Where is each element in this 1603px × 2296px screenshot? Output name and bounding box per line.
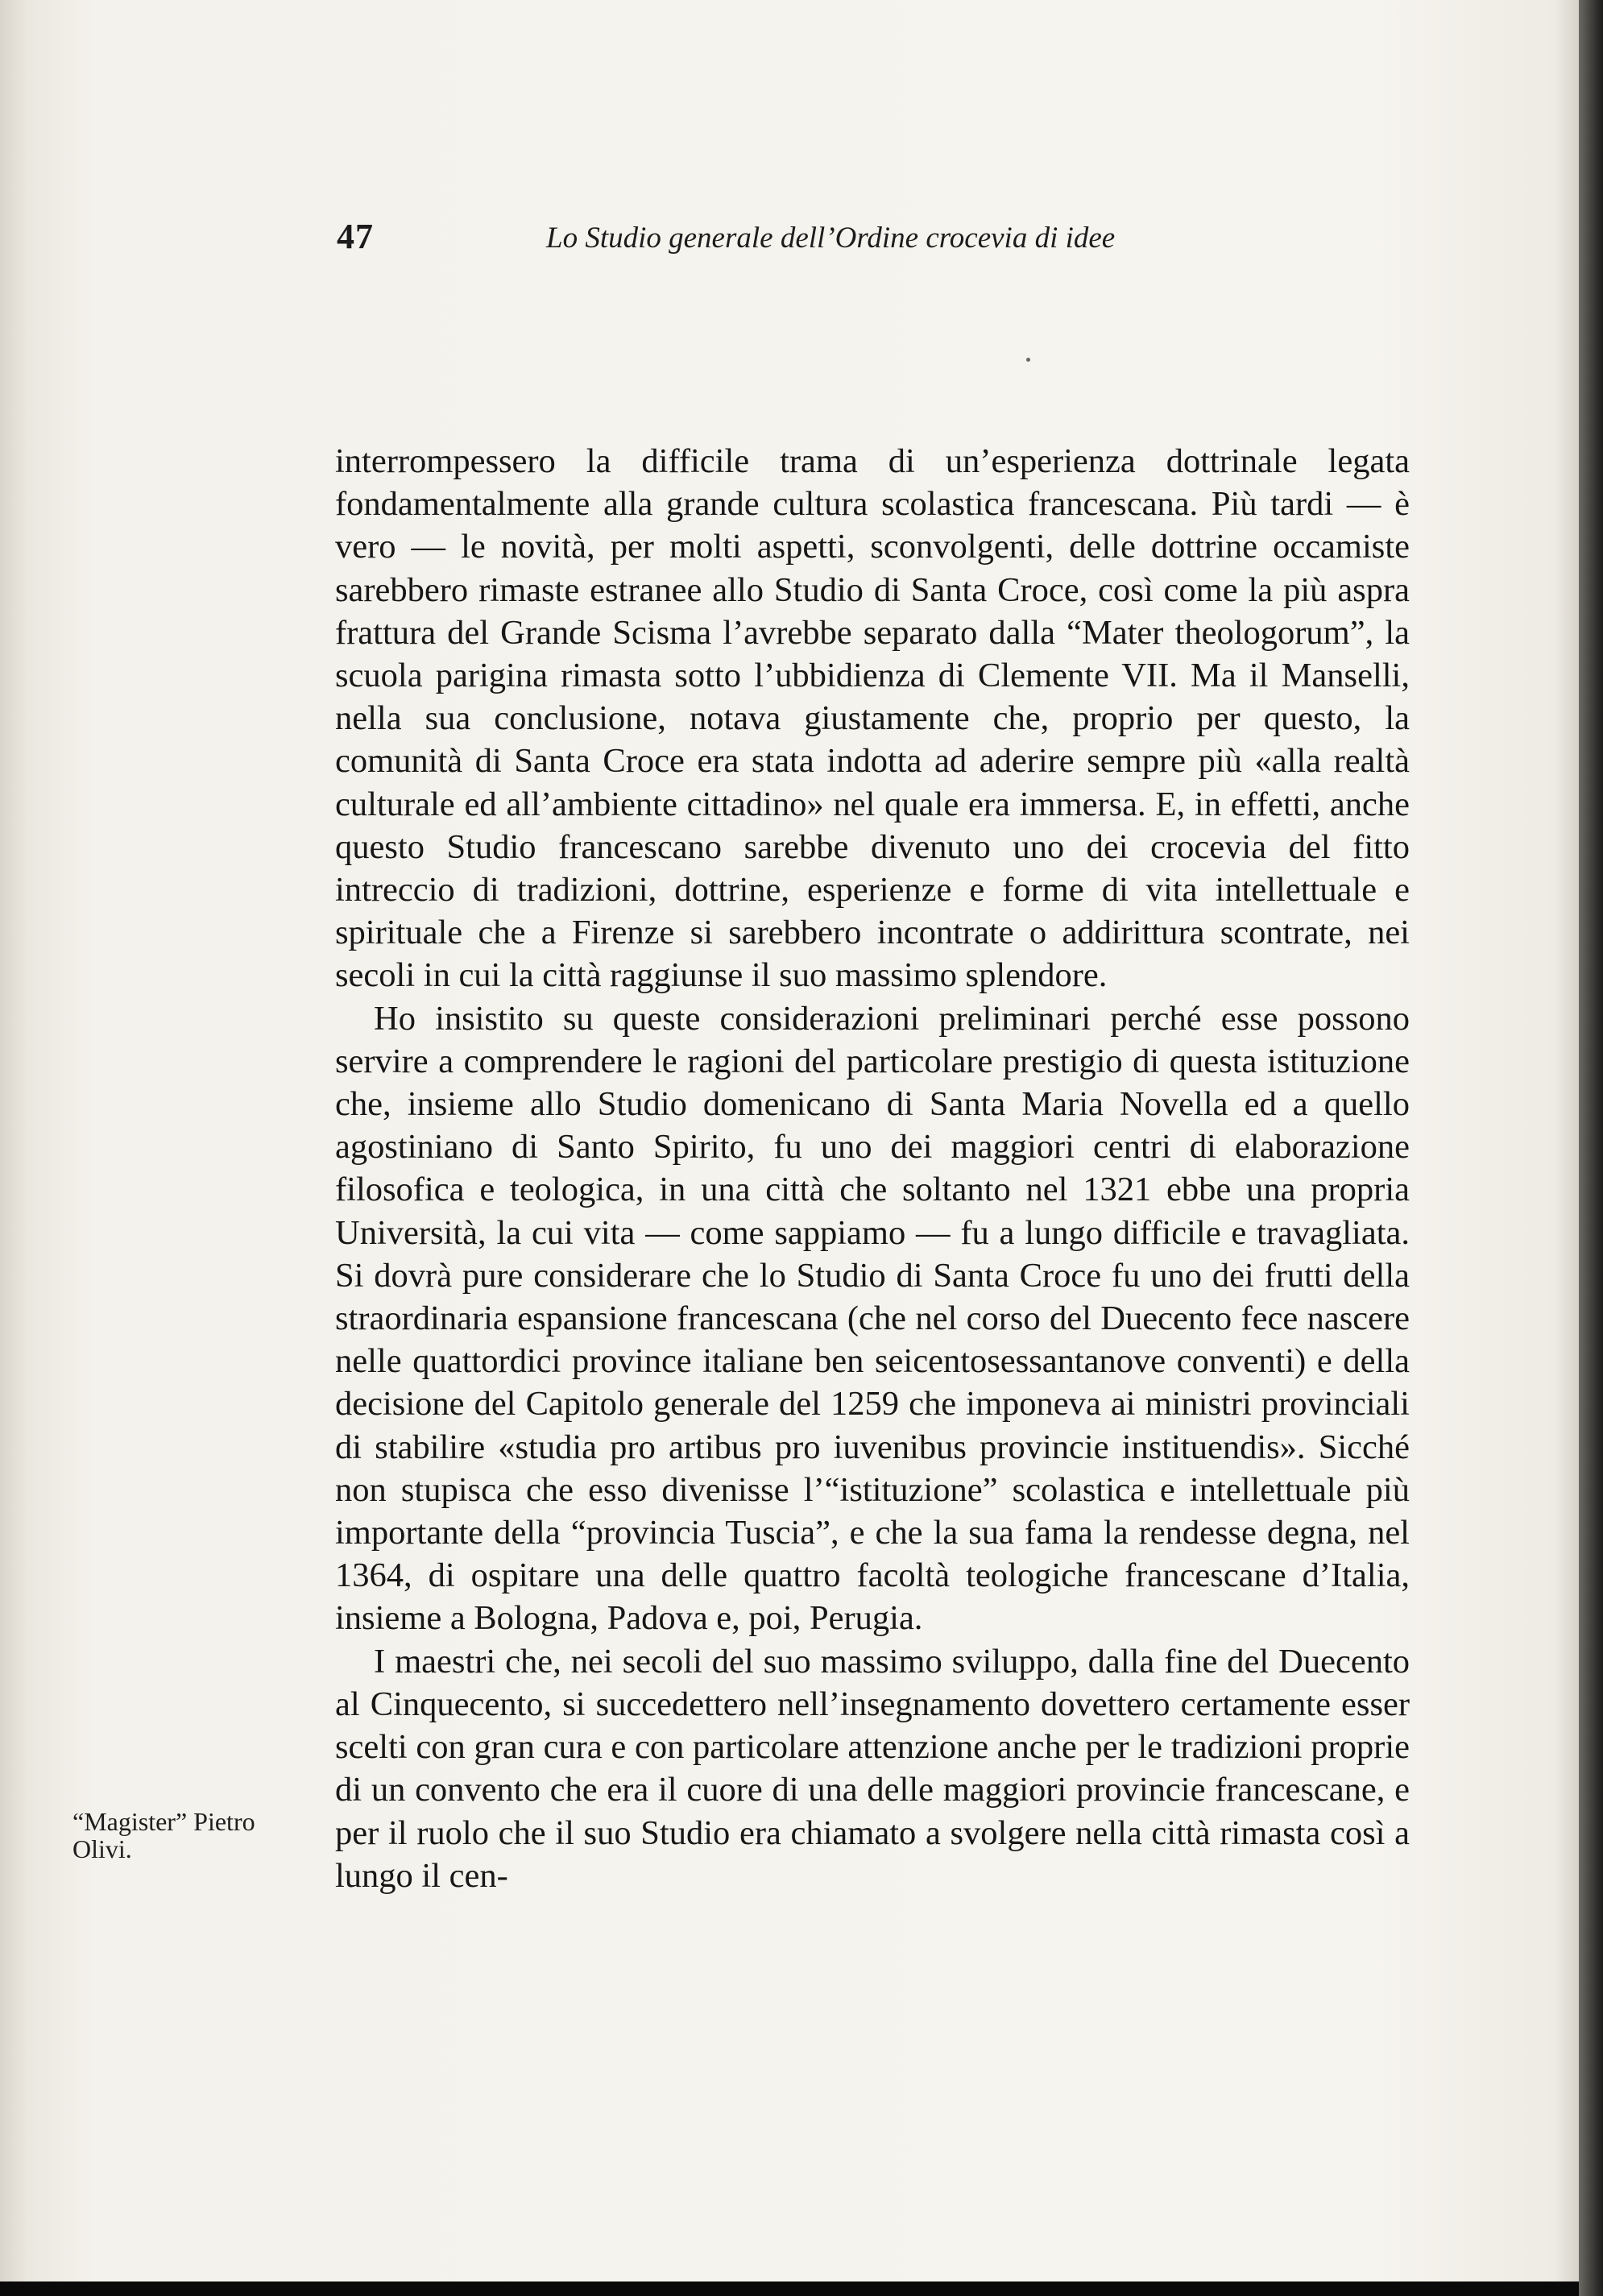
paragraph-2: Ho insistito su queste considerazioni preliminari perché esse possono servire a comprendere le ragioni del particolare prestigio di questa istituzione che, insieme allo Studio domenicano di Santa Maria Novella ed a quello agostiniano di Santo Spirito, fu uno dei maggiori centri di elaborazione filosofica e teologica, in una città che soltanto nel 1321 ebbe una propria Università, la cui vita — come sappiamo — fu a lungo difficile e travagliata. Si dovrà pure considerare che lo Studio di Santa Croce fu uno dei frutti della straordinaria espansione francescana (che nel corso del Duecento fece nascere nelle quattordici province italiane ben seicentosessantanove conventi) e della decisione del Capitolo generale del 1259 che imponeva ai ministri provinciali di stabilire «studia pro artibus pro iuvenibus provincie instituendis». Sicché non stupisca che esso divenisse l’“istituzione” scolastica e intellettuale più importante della “provincia Tuscia”, e che la sua fama la rendesse degna, nel 1364, di ospitare una delle quattro facoltà teologiche francescane d’Italia, insieme a Bologna, Padova e, poi, Perugia. [335, 999, 1410, 1638]
paper-speck [1026, 358, 1030, 362]
body-text [335, 440, 1410, 1897]
running-title: Lo Studio generale dell’Ordine crocevia di idee [546, 222, 1116, 255]
page-header [337, 216, 1416, 264]
page-number: 47 [337, 217, 374, 256]
margin-note: “Magister” Pietro Olivi. [72, 1807, 255, 1863]
page-edge [1579, 0, 1603, 2296]
paragraph-1: interrompessero la difficile trama di un’esperienza dottrinale legata fondamentalmente alla grande cultura scolastica francescana. Più tardi — è vero — le novità, per molti aspetti, sconvolgenti, delle dottrine occamiste sarebbero rimaste estranee allo Studio di Santa Croce, così come la più aspra frattura del Grande Scisma l’avrebbe separato dalla “Mater theologorum”, la scuola parigina rimasta sotto l’ubbidienza di Clemente VII. Ma il Manselli, nella sua conclusione, notava giustamente che, proprio per questo, la comunità di Santa Croce era stata indotta ad aderire sempre più «alla realtà culturale ed all’ambiente cittadino» nel quale era immersa. E, in effetti, anche questo Studio francescano sarebbe divenuto uno dei crocevia del fitto intreccio di tradizioni, dottrine, esperienze e forme di vita intellettuale e spirituale che a Firenze si sarebbero incontrate o addirittura scontrate, nei secoli in cui la città raggiunse il suo massimo splendore. [335, 442, 1410, 995]
paragraph-3: I maestri che, nei secoli del suo massimo sviluppo, dalla fine del Duecento al Cinquecento, si succedettero nell’insegnamento dovettero certamente esser scelti con gran cura e con particolare attenzione anche per le tradizioni proprie di un convento che era il cuore di una delle maggiori provincie francescane, e per il ruolo che il suo Studio era chiamato a svolgere nella città rimasta così a lungo il cen- [335, 1642, 1410, 1895]
